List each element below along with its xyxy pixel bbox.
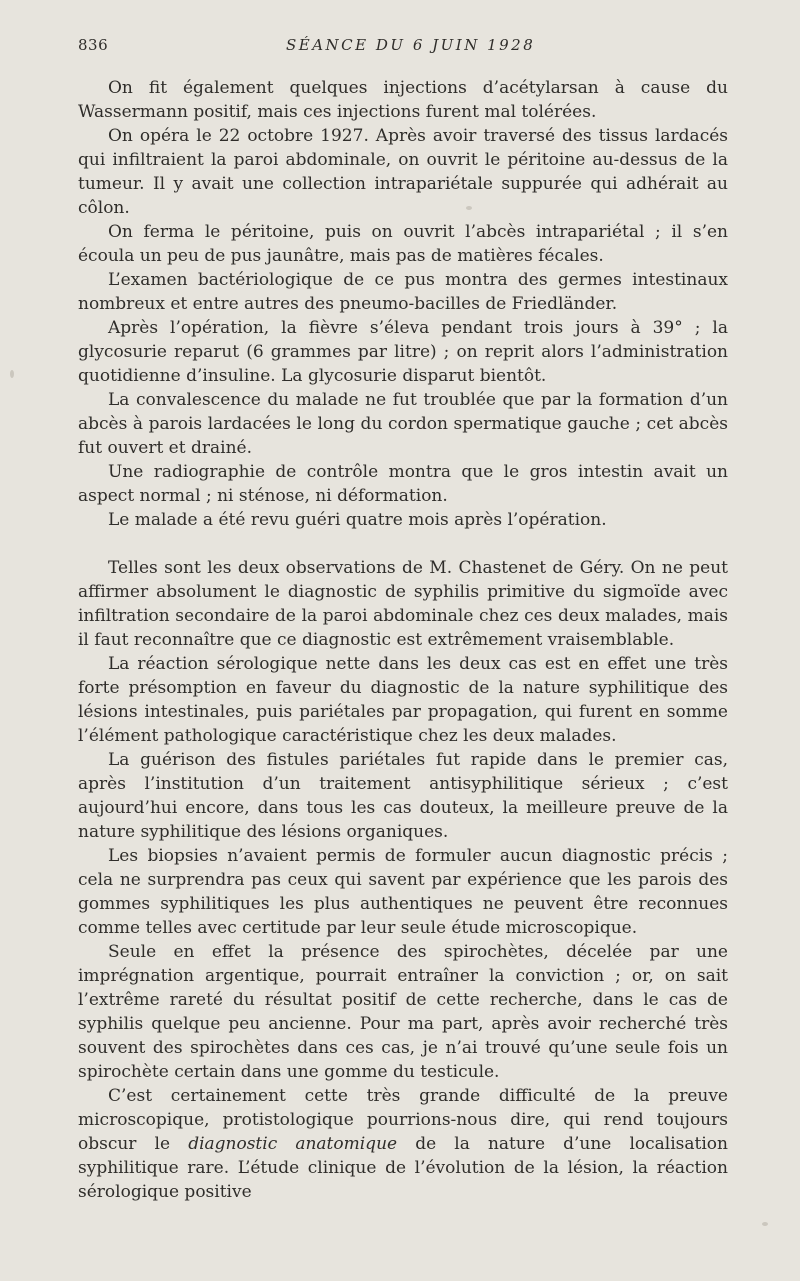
print-speck bbox=[466, 206, 472, 210]
page-number: 836 bbox=[78, 36, 109, 54]
paragraph: Après l’opération, la fièvre s’éleva pendant trois jours à 39° ; la glycosurie reparut (6 grammes par litre) ; on reprit alors l’administration quotidienne d’insuline. La glycosurie disparut bientôt. bbox=[78, 318, 728, 386]
paragraph: On ferma le péritoine, puis on ouvrit l’abcès intrapariétal ; il s’en écoula un peu de pus jaunâtre, mais pas de matières fécales. bbox=[78, 222, 728, 266]
page-header bbox=[78, 36, 728, 56]
print-speck bbox=[762, 1222, 768, 1226]
paragraph: C’est certainement cette très grande difficulté de la preuve microscopique, protistologique pourrions-nous dire, qui rend toujours obscur le diagnostic anatomique de la nature d’une localisation syphilitique rare. L’étude clinique de l’évolution de la lésion, la réaction sérologique positive bbox=[78, 1086, 728, 1202]
paragraph: Le malade a été revu guéri quatre mois après l’opération. bbox=[108, 510, 607, 530]
paragraph: L’examen bactériologique de ce pus montra des germes intestinaux nombreux et entre autres des pneumo-bacilles de Friedländer. bbox=[78, 270, 728, 314]
paragraph: On opéra le 22 octobre 1927. Après avoir traversé des tissus lardacés qui infiltraient la paroi abdominale, on ouvrit le péritoine au-dessus de la tumeur. Il y avait une collection intrapariétale suppurée qui adhérait au côlon. bbox=[78, 126, 728, 218]
print-speck bbox=[10, 370, 14, 378]
paragraph: La convalescence du malade ne fut troublée que par la formation d’un abcès à parois lardacées le long du cordon spermatique gauche ; cet abcès fut ouvert et drainé. bbox=[78, 390, 728, 458]
body-text bbox=[78, 76, 728, 1204]
paragraph: La réaction sérologique nette dans les deux cas est en effet une très forte présomption en faveur du diagnostic de la nature syphilitique des lésions intestinales, puis pariétales par propagation, qui furent en somme l’élément pathologique caractéristique chez les deux malades. bbox=[78, 654, 728, 746]
paragraph: La guérison des fistules pariétales fut rapide dans le premier cas, après l’institution d’un traitement antisyphilitique sérieux ; c’est aujourd’hui encore, dans tous les cas douteux, la meilleure preuve de la nature syphilitique des lésions organiques. bbox=[78, 750, 728, 842]
italic-phrase: diagnostic anatomique bbox=[188, 1134, 398, 1154]
paragraph: Telles sont les deux observations de M. Chastenet de Géry. On ne peut affirmer absolument le diagnostic de syphilis primitive du sigmoïde avec infiltration secondaire de la paroi abdominale chez ces deux malades, mais il faut reconnaître que ce diagnostic est extrêmement vraisemblable. bbox=[78, 558, 728, 650]
running-head: SÉANCE DU 6 JUIN 1928 bbox=[286, 36, 536, 54]
paragraph: Seule en effet la présence des spirochètes, décelée par une imprégnation argentique, pourrait entraîner la conviction ; or, on sait l’extrême rareté du résultat positif de cette recherche, dans le cas de syphilis quelque peu ancienne. Pour ma part, après avoir recherché très souvent des spirochètes dans ces cas, je n’ai trouvé qu’une seule fois un spirochète certain dans une gomme du testicule. bbox=[78, 942, 728, 1082]
paragraph: On fit également quelques injections d’acétylarsan à cause du Wassermann positif, mais ces injections furent mal tolérées. bbox=[78, 78, 728, 122]
paragraph: Une radiographie de contrôle montra que le gros intestin avait un aspect normal ; ni sténose, ni déformation. bbox=[78, 462, 728, 506]
paragraph: Les biopsies n’avaient permis de formuler aucun diagnostic précis ; cela ne surprendra pas ceux qui savent par expérience que les parois des gommes syphilitiques les plus authentiques ne peuvent être reconnues comme telles avec certitude par leur seule étude microscopique. bbox=[78, 846, 728, 938]
